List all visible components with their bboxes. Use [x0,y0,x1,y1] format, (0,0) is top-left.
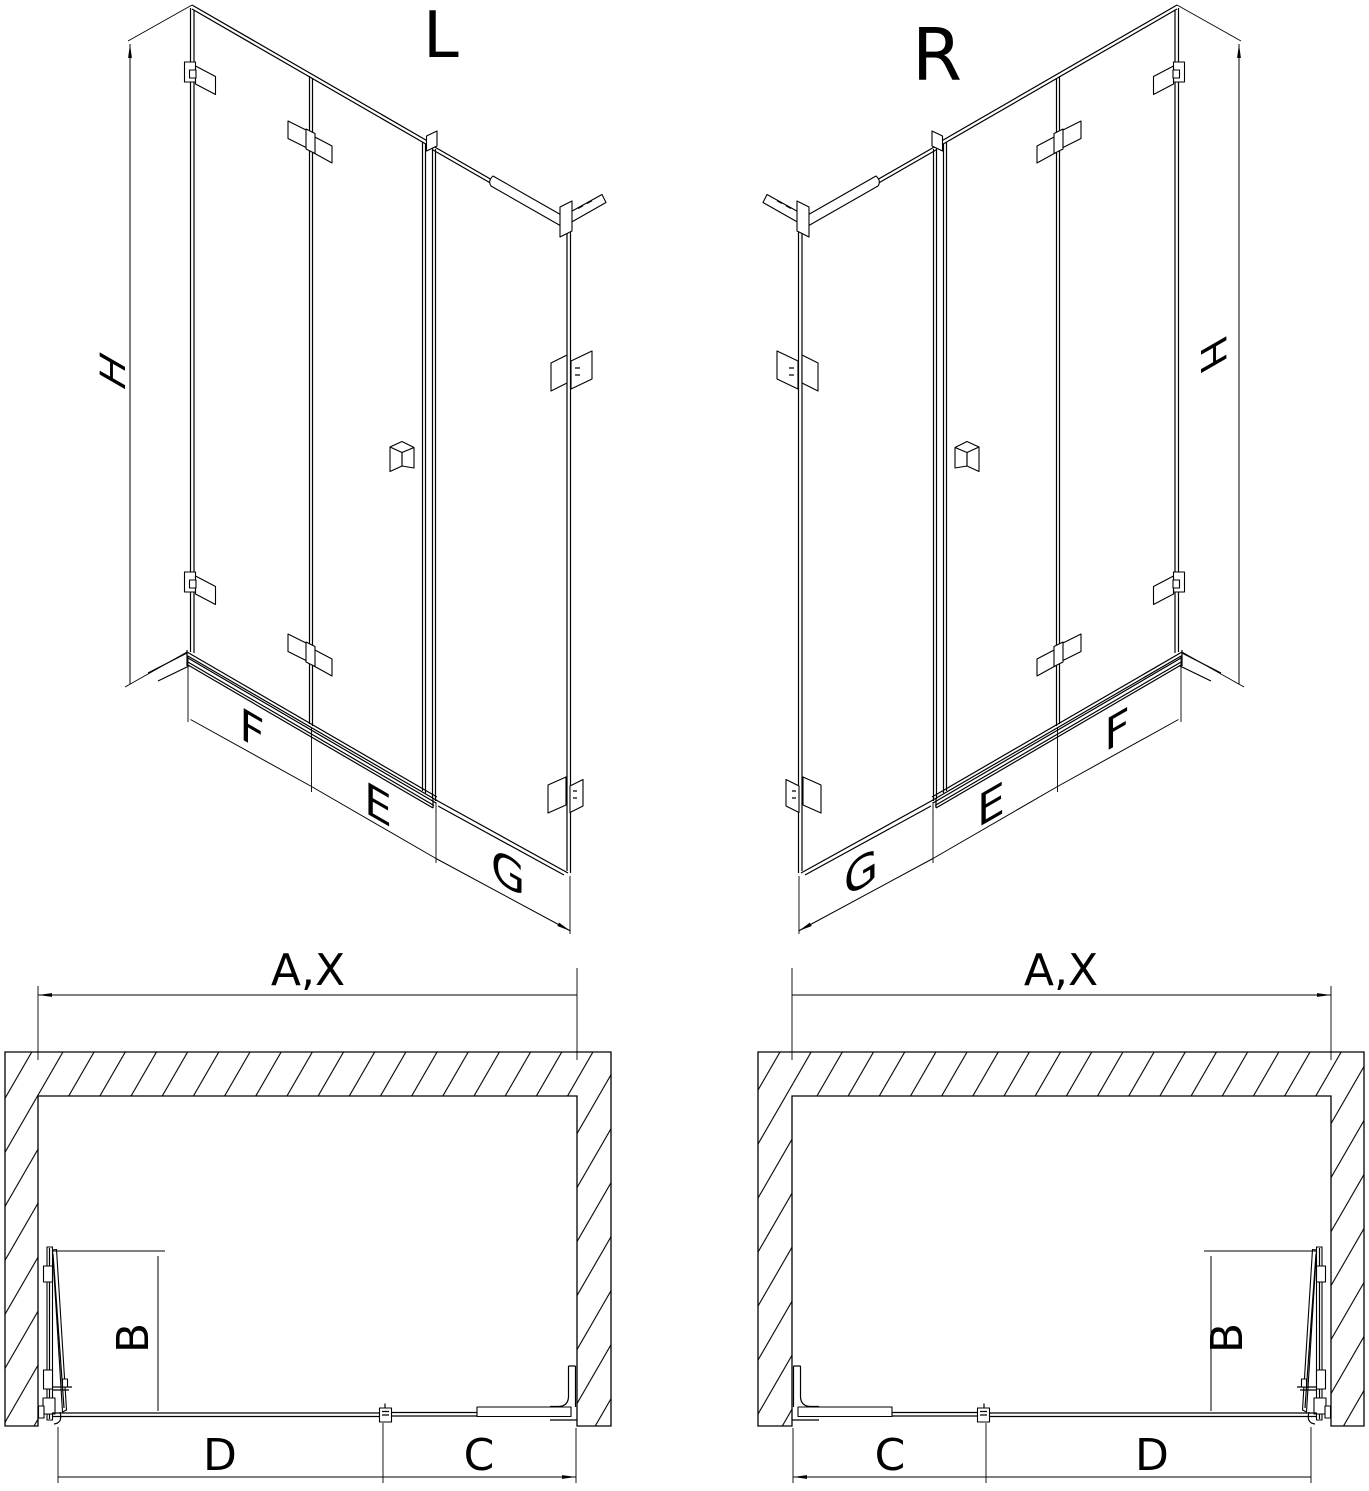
dim-label-height-left: H [93,344,134,399]
dim-label-panel-left-plan: C [463,1430,495,1481]
iso-view-left [94,0,606,934]
dim-label-width-left-plan: A,X [270,945,346,996]
dim-label-width-right-plan: A,X [1023,945,1099,996]
dim-label-sidepanel-left: G [490,838,526,909]
variant-label-right: R [911,13,963,97]
dim-label-folddepth-right-plan: B [1202,1322,1253,1354]
dim-label-sidepanel-right: G [843,838,879,909]
dim-label-fold1-left: F [239,697,265,764]
dim-label-fold1-right: F [1104,697,1130,764]
plan-right-geometry [792,968,1332,1483]
dim-label-panel-right-plan: C [874,1430,906,1481]
plan-view-right [758,945,1364,1483]
dim-label-door-left-plan: D [203,1430,237,1481]
dim-label-fold2-right: E [977,772,1005,840]
walls-left-plan [5,1052,611,1426]
walls-right-plan [758,1052,1364,1426]
variant-label-left: L [423,0,459,73]
plan-left-geometry [38,968,578,1483]
dim-label-door-right-plan: D [1135,1430,1169,1481]
dim-label-fold2-left: E [364,772,392,840]
dim-label-height-right: H [1192,328,1233,383]
iso-view-right [763,5,1244,934]
dim-label-folddepth-left-plan: B [108,1322,159,1354]
plan-view-left [5,945,611,1483]
